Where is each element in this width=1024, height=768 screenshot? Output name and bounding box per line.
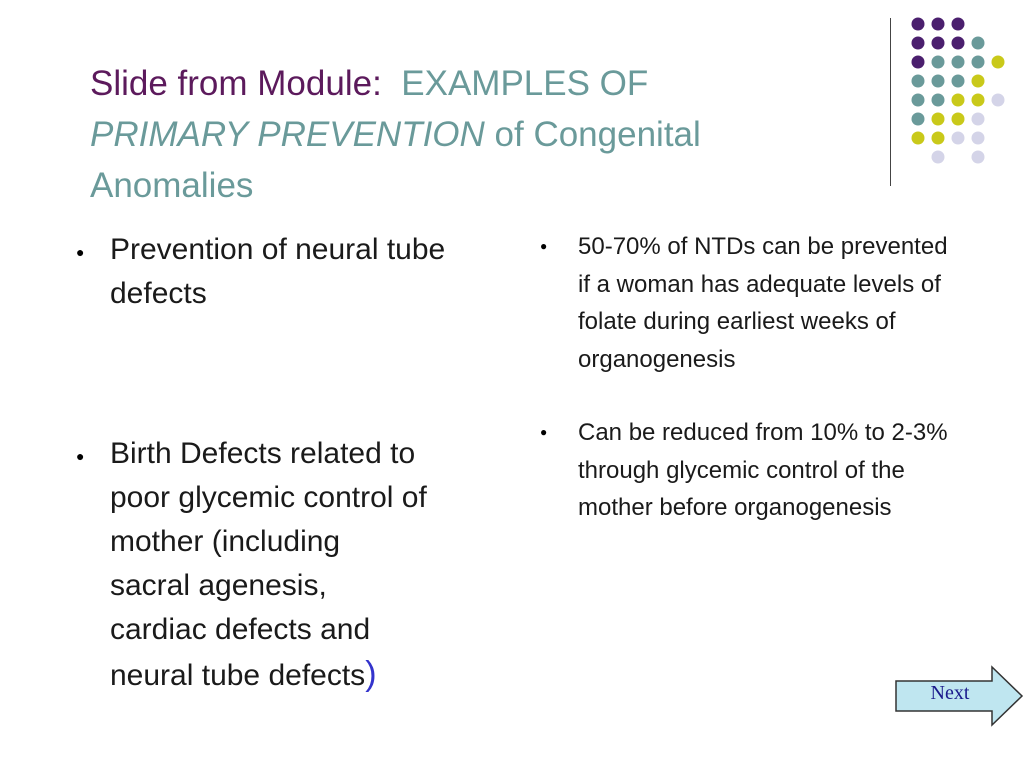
bullet-dot-icon: ●: [76, 448, 85, 464]
left-bullet-line: poor glycemic control of: [110, 481, 427, 514]
left-bullet-item: [70, 228, 510, 378]
next-button[interactable]: [894, 665, 1024, 727]
left-bullet-line: sacral agenesis,: [110, 569, 327, 602]
bullet-dot-icon: ●: [76, 244, 85, 260]
right-bullet-item: [536, 414, 956, 527]
title-prefix: Slide from Module:: [90, 64, 382, 103]
left-bullet-line: Birth Defects related to: [110, 437, 416, 470]
right-bullet-text: Can be reduced from 10% to 2-3% through glycemic control of the mother before organogenesis: [578, 419, 948, 521]
title-part3: of Congenital: [494, 115, 701, 154]
closing-parenthesis: ): [365, 655, 377, 693]
right-bullet-list: [536, 228, 956, 527]
left-bullet-line: neural tube defects: [110, 659, 366, 692]
title-part4: Anomalies: [90, 166, 254, 205]
left-bullet-text: Prevention of neural tube defects: [110, 233, 446, 310]
left-bullet-item: [70, 432, 510, 698]
left-bullet-line: mother (including: [110, 525, 341, 558]
right-column: [536, 228, 956, 527]
decorative-dot-grid: [904, 12, 1024, 172]
title-part1: EXAMPLES OF: [401, 64, 649, 103]
right-bullet-item: [536, 228, 956, 378]
left-bullet-list: [70, 228, 510, 698]
decorative-divider-line: [890, 18, 891, 186]
next-button-label: Next: [930, 682, 970, 704]
right-bullet-text: 50-70% of NTDs can be prevented if a woman has adequate levels of folate during earliest weeks of organogenesis: [578, 233, 948, 373]
left-bullet-line: cardiac defects and: [110, 613, 371, 646]
left-column: [70, 228, 510, 698]
bullet-dot-icon: ●: [540, 239, 548, 253]
bullet-dot-icon: ●: [540, 425, 548, 439]
title-part2: PRIMARY PREVENTION: [90, 115, 485, 154]
slide-title: [90, 58, 890, 211]
